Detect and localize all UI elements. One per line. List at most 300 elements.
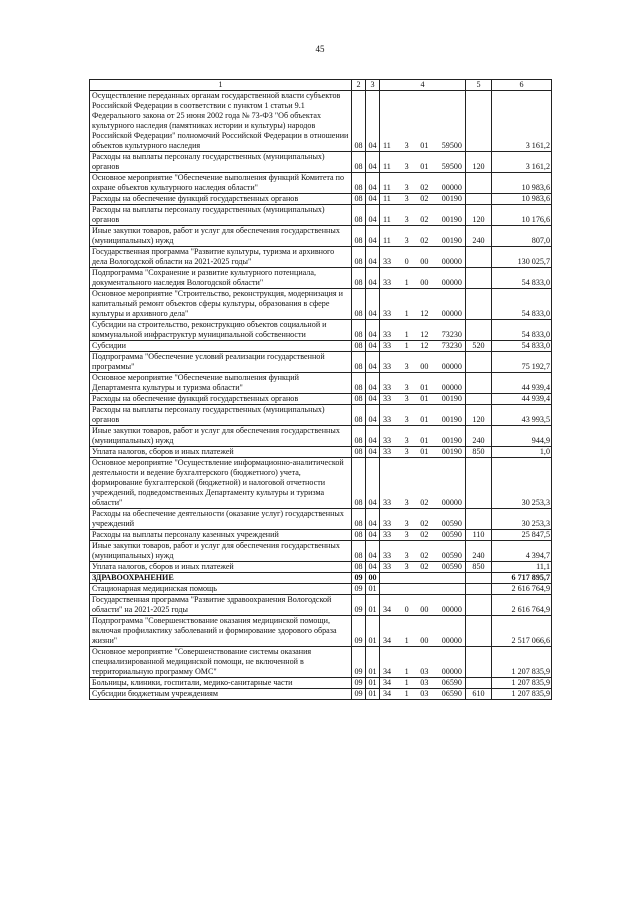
item-name: Расходы на обеспечение функций государственных органов — [90, 394, 352, 405]
expense-type-code: 520 — [466, 341, 492, 352]
section-code: 08 — [352, 341, 366, 352]
code-part: 12 — [420, 309, 429, 318]
item-name: Расходы на обеспечение функций государственных органов — [90, 194, 352, 205]
code-part: 12 — [420, 341, 429, 350]
code-part: 02 — [420, 530, 429, 539]
amount: 130 025,7 — [492, 247, 552, 268]
table-row — [90, 616, 552, 647]
amount: 807,0 — [492, 226, 552, 247]
target-article-code — [380, 647, 466, 678]
code-part: 73230 — [441, 330, 462, 339]
code-part: 00 — [420, 278, 429, 287]
code-part: 33 — [383, 394, 392, 403]
section-code: 08 — [352, 426, 366, 447]
amount: 44 939,4 — [492, 373, 552, 394]
code-part: 33 — [383, 562, 392, 571]
subsection-code: 04 — [366, 226, 380, 247]
amount: 944,9 — [492, 426, 552, 447]
code-part: 3 — [404, 551, 409, 560]
section-code: 08 — [352, 320, 366, 341]
expense-type-code — [466, 573, 492, 584]
section-code: 09 — [352, 678, 366, 689]
code-part: 00000 — [441, 383, 462, 392]
code-part: 00590 — [441, 562, 462, 571]
item-name: Иные закупки товаров, работ и услуг для обеспечения государственных (муниципальных) нужд — [90, 226, 352, 247]
amount: 30 253,3 — [492, 509, 552, 530]
section-code: 08 — [352, 152, 366, 173]
code-part: 00190 — [441, 447, 462, 456]
code-part: 00590 — [441, 551, 462, 560]
table-row — [90, 447, 552, 458]
amount: 11,1 — [492, 562, 552, 573]
code-part: 03 — [420, 667, 429, 676]
code-part: 11 — [383, 194, 391, 203]
code-part: 3 — [404, 194, 409, 203]
code-part: 33 — [383, 447, 392, 456]
code-part: 11 — [383, 215, 391, 224]
code-part: 34 — [383, 667, 392, 676]
expense-type-code — [466, 616, 492, 647]
amount: 2 616 764,9 — [492, 584, 552, 595]
target-article-code — [380, 689, 466, 700]
target-article-code — [380, 616, 466, 647]
target-article-code — [380, 678, 466, 689]
section-code: 09 — [352, 689, 366, 700]
amount: 10 176,6 — [492, 205, 552, 226]
code-part: 00000 — [441, 278, 462, 287]
subsection-code: 04 — [366, 373, 380, 394]
table-row — [90, 226, 552, 247]
amount: 54 833,0 — [492, 268, 552, 289]
subsection-code: 04 — [366, 352, 380, 373]
code-part: 01 — [420, 383, 429, 392]
subsection-code: 04 — [366, 405, 380, 426]
section-code: 08 — [352, 173, 366, 194]
table-row — [90, 595, 552, 616]
code-part: 00 — [420, 605, 429, 614]
item-name: Уплата налогов, сборов и иных платежей — [90, 447, 352, 458]
code-part: 01 — [420, 415, 429, 424]
expense-type-code — [466, 394, 492, 405]
code-part: 1 — [404, 309, 409, 318]
table-row — [90, 541, 552, 562]
code-part: 00000 — [441, 636, 462, 645]
header-cell-1: 1 — [90, 80, 352, 91]
amount: 6 717 895,7 — [492, 573, 552, 584]
code-part: 01 — [420, 162, 429, 171]
subsection-code: 04 — [366, 447, 380, 458]
item-name: Уплата налогов, сборов и иных платежей — [90, 562, 352, 573]
code-part: 00590 — [441, 519, 462, 528]
section-code: 08 — [352, 352, 366, 373]
subsection-code: 04 — [366, 320, 380, 341]
code-part: 02 — [420, 194, 429, 203]
item-name: Расходы на выплаты персоналу казенных учреждений — [90, 530, 352, 541]
code-part: 3 — [404, 162, 409, 171]
code-part: 34 — [383, 636, 392, 645]
subsection-code: 01 — [366, 647, 380, 678]
table-row — [90, 530, 552, 541]
code-part: 59500 — [441, 141, 462, 150]
code-part: 3 — [404, 562, 409, 571]
section-code: 08 — [352, 405, 366, 426]
code-part: 00590 — [441, 530, 462, 539]
subsection-code: 04 — [366, 530, 380, 541]
table-row — [90, 562, 552, 573]
item-name: Осуществление переданных органам государственной власти субъектов Российской Федерации в соответствии с пунктом 1 статьи 9.1 Федерального закона от 25 июня 2002 года № 73-ФЗ "Об объектах культурного наследия (памятниках истории и культуры) народов Российской Федерации" полномочий Российской Федерации в отношении объектов культурного наследия — [90, 91, 352, 152]
section-code: 08 — [352, 194, 366, 205]
code-part: 02 — [420, 562, 429, 571]
header-cell-5: 5 — [466, 80, 492, 91]
code-part: 3 — [404, 519, 409, 528]
subsection-code: 04 — [366, 541, 380, 562]
amount: 3 161,2 — [492, 91, 552, 152]
target-article-code — [380, 268, 466, 289]
code-part: 73230 — [441, 341, 462, 350]
code-part: 03 — [420, 678, 429, 687]
item-name: Подпрограмма "Обеспечение условий реализации государственной программы" — [90, 352, 352, 373]
item-name: Основное мероприятие "Совершенствование системы оказания специализированной медицинской помощи, не включенной в территориальную программу ОМС" — [90, 647, 352, 678]
table-row — [90, 247, 552, 268]
subsection-code: 04 — [366, 268, 380, 289]
item-name: Больницы, клиники, госпитали, медико-санитарные части — [90, 678, 352, 689]
section-code: 08 — [352, 226, 366, 247]
amount: 43 993,5 — [492, 405, 552, 426]
subsection-code: 04 — [366, 205, 380, 226]
target-article-code — [380, 320, 466, 341]
item-name: Основное мероприятие "Обеспечение выполнения функций Комитета по охране объектов культурного наследия области" — [90, 173, 352, 194]
amount: 1 207 835,9 — [492, 647, 552, 678]
code-part: 00000 — [441, 183, 462, 192]
table-row — [90, 91, 552, 152]
code-part: 3 — [404, 215, 409, 224]
code-part: 03 — [420, 689, 429, 698]
code-part: 33 — [383, 330, 392, 339]
target-article-code — [380, 173, 466, 194]
code-part: 01 — [420, 447, 429, 456]
code-part: 01 — [420, 436, 429, 445]
subsection-code: 01 — [366, 616, 380, 647]
table-row — [90, 173, 552, 194]
expense-type-code — [466, 194, 492, 205]
code-part: 33 — [383, 362, 392, 371]
target-article-code — [380, 530, 466, 541]
code-part: 12 — [420, 330, 429, 339]
code-part: 3 — [404, 236, 409, 245]
expense-type-code: 110 — [466, 530, 492, 541]
code-part: 00190 — [441, 236, 462, 245]
amount: 25 847,5 — [492, 530, 552, 541]
subsection-code: 01 — [366, 595, 380, 616]
code-part: 34 — [383, 605, 392, 614]
budget-table — [89, 79, 552, 700]
table-row — [90, 341, 552, 352]
code-part: 02 — [420, 519, 429, 528]
section-code: 09 — [352, 616, 366, 647]
header-row — [90, 80, 552, 91]
expense-type-code — [466, 173, 492, 194]
expense-type-code — [466, 373, 492, 394]
code-part: 33 — [383, 309, 392, 318]
target-article-code — [380, 458, 466, 509]
code-part: 00000 — [441, 498, 462, 507]
subsection-code: 01 — [366, 678, 380, 689]
item-name: Основное мероприятие "Обеспечение выполнения функций Департамента культуры и туризма области" — [90, 373, 352, 394]
code-part: 59500 — [441, 162, 462, 171]
expense-type-code: 850 — [466, 562, 492, 573]
code-part: 11 — [383, 236, 391, 245]
table-row — [90, 320, 552, 341]
expense-type-code: 240 — [466, 426, 492, 447]
expense-type-code — [466, 509, 492, 530]
subsection-code: 04 — [366, 247, 380, 268]
code-part: 11 — [383, 162, 391, 171]
expense-type-code — [466, 289, 492, 320]
item-name: Государственная программа "Развитие здравоохранения Вологодской области" на 2021-2025 годы — [90, 595, 352, 616]
target-article-code — [380, 352, 466, 373]
amount: 54 833,0 — [492, 289, 552, 320]
amount: 1,0 — [492, 447, 552, 458]
table-row — [90, 394, 552, 405]
code-part: 1 — [404, 689, 409, 698]
code-part: 02 — [420, 498, 429, 507]
target-article-code — [380, 509, 466, 530]
code-part: 3 — [404, 183, 409, 192]
amount: 2 517 066,6 — [492, 616, 552, 647]
section-code: 08 — [352, 458, 366, 509]
subsection-code: 01 — [366, 689, 380, 700]
code-part: 33 — [383, 436, 392, 445]
item-name: Субсидии на строительство, реконструкцию объектов социальной и коммунальной инфраструктур муниципальной собственности — [90, 320, 352, 341]
target-article-code — [380, 194, 466, 205]
code-part: 01 — [420, 394, 429, 403]
code-part: 33 — [383, 519, 392, 528]
subsection-code: 01 — [366, 584, 380, 595]
header-cell-6: 6 — [492, 80, 552, 91]
subsection-code: 04 — [366, 194, 380, 205]
code-part: 33 — [383, 498, 392, 507]
code-part: 33 — [383, 383, 392, 392]
expense-type-code: 850 — [466, 447, 492, 458]
code-part: 00000 — [441, 257, 462, 266]
code-part: 00190 — [441, 415, 462, 424]
item-name: Основное мероприятие "Строительство, реконструкция, модернизация и капитальный ремонт объектов сферы культуры, образования в сфере культуры и архивного дела" — [90, 289, 352, 320]
subsection-code: 04 — [366, 152, 380, 173]
item-name: Расходы на выплаты персоналу государственных (муниципальных) органов — [90, 205, 352, 226]
expense-type-code — [466, 678, 492, 689]
code-part: 11 — [383, 183, 391, 192]
code-part: 1 — [404, 667, 409, 676]
code-part: 3 — [404, 141, 409, 150]
expense-type-code — [466, 247, 492, 268]
expense-type-code: 240 — [466, 226, 492, 247]
section-code: 08 — [352, 373, 366, 394]
item-name: Подпрограмма "Сохранение и развитие культурного потенциала, документального наследия Вологодской области" — [90, 268, 352, 289]
subsection-code: 04 — [366, 458, 380, 509]
section-code: 08 — [352, 530, 366, 541]
item-name: Расходы на выплаты персоналу государственных (муниципальных) органов — [90, 405, 352, 426]
code-part: 00190 — [441, 194, 462, 203]
target-article-code — [380, 152, 466, 173]
subsection-code: 00 — [366, 573, 380, 584]
code-part: 01 — [420, 141, 429, 150]
item-name: Субсидии — [90, 341, 352, 352]
table-row — [90, 268, 552, 289]
target-article-code — [380, 562, 466, 573]
item-name: Иные закупки товаров, работ и услуг для обеспечения государственных (муниципальных) нужд — [90, 426, 352, 447]
subsection-code: 04 — [366, 341, 380, 352]
amount: 1 207 835,9 — [492, 689, 552, 700]
target-article-code — [380, 573, 466, 584]
code-part: 1 — [404, 330, 409, 339]
item-name: Расходы на обеспечение деятельности (оказание услуг) государственных учреждений — [90, 509, 352, 530]
section-code: 09 — [352, 647, 366, 678]
item-name: Стационарная медицинская помощь — [90, 584, 352, 595]
code-part: 00000 — [441, 667, 462, 676]
header-cell-3: 3 — [366, 80, 380, 91]
code-part: 00000 — [441, 309, 462, 318]
expense-type-code: 120 — [466, 152, 492, 173]
table-row — [90, 573, 552, 584]
code-part: 1 — [404, 636, 409, 645]
code-part: 3 — [404, 447, 409, 456]
table-row — [90, 373, 552, 394]
code-part: 3 — [404, 383, 409, 392]
code-part: 00000 — [441, 605, 462, 614]
item-name: Расходы на выплаты персоналу государственных (муниципальных) органов — [90, 152, 352, 173]
code-part: 02 — [420, 215, 429, 224]
subsection-code: 04 — [366, 173, 380, 194]
table-row — [90, 509, 552, 530]
expense-type-code: 120 — [466, 405, 492, 426]
amount: 2 616 764,9 — [492, 595, 552, 616]
code-part: 00000 — [441, 362, 462, 371]
subsection-code: 04 — [366, 394, 380, 405]
amount: 54 833,0 — [492, 341, 552, 352]
table-row — [90, 458, 552, 509]
subsection-code: 04 — [366, 426, 380, 447]
amount: 4 394,7 — [492, 541, 552, 562]
expense-type-code — [466, 647, 492, 678]
expense-type-code — [466, 584, 492, 595]
table-body — [90, 91, 552, 700]
target-article-code — [380, 541, 466, 562]
code-part: 33 — [383, 341, 392, 350]
code-part: 00 — [420, 257, 429, 266]
amount: 3 161,2 — [492, 152, 552, 173]
amount: 10 983,6 — [492, 173, 552, 194]
table-row — [90, 426, 552, 447]
amount: 10 983,6 — [492, 194, 552, 205]
target-article-code — [380, 373, 466, 394]
table-row — [90, 289, 552, 320]
expense-type-code — [466, 91, 492, 152]
code-part: 3 — [404, 436, 409, 445]
code-part: 11 — [383, 141, 391, 150]
item-name: Основное мероприятие "Осуществление информационно-аналитической деятельности и ведение бухгалтерского (бюджетного) учета, формирование бухгалтерской (бюджетной) и налоговой отчетности учреждений, подведомственных Департаменту культуры и туризма области" — [90, 458, 352, 509]
code-part: 3 — [404, 498, 409, 507]
code-part: 33 — [383, 278, 392, 287]
expense-type-code — [466, 352, 492, 373]
code-part: 00190 — [441, 436, 462, 445]
expense-type-code: 610 — [466, 689, 492, 700]
expense-type-code: 120 — [466, 205, 492, 226]
amount: 54 833,0 — [492, 320, 552, 341]
code-part: 02 — [420, 183, 429, 192]
expense-type-code — [466, 458, 492, 509]
code-part: 02 — [420, 551, 429, 560]
code-part: 33 — [383, 551, 392, 560]
target-article-code — [380, 91, 466, 152]
section-code: 08 — [352, 91, 366, 152]
target-article-code — [380, 341, 466, 352]
code-part: 06590 — [441, 678, 462, 687]
target-article-code — [380, 447, 466, 458]
subsection-code: 04 — [366, 91, 380, 152]
section-code: 08 — [352, 289, 366, 320]
target-article-code — [380, 205, 466, 226]
section-code: 08 — [352, 394, 366, 405]
subsection-code: 04 — [366, 289, 380, 320]
target-article-code — [380, 226, 466, 247]
section-code: 08 — [352, 247, 366, 268]
table-row — [90, 152, 552, 173]
header-cell-4: 4 — [380, 80, 466, 91]
subsection-code: 04 — [366, 562, 380, 573]
amount: 1 207 835,9 — [492, 678, 552, 689]
table-row — [90, 678, 552, 689]
table-row — [90, 205, 552, 226]
code-part: 02 — [420, 236, 429, 245]
subsection-code: 04 — [366, 509, 380, 530]
section-code: 08 — [352, 562, 366, 573]
code-part: 0 — [404, 605, 409, 614]
table-row — [90, 647, 552, 678]
expense-type-code — [466, 595, 492, 616]
code-part: 3 — [404, 415, 409, 424]
section-code: 08 — [352, 268, 366, 289]
section-code: 08 — [352, 447, 366, 458]
target-article-code — [380, 394, 466, 405]
code-part: 33 — [383, 257, 392, 266]
amount: 75 192,7 — [492, 352, 552, 373]
code-part: 33 — [383, 415, 392, 424]
section-code: 09 — [352, 595, 366, 616]
section-code: 09 — [352, 573, 366, 584]
item-name: Субсидии бюджетным учреждениям — [90, 689, 352, 700]
table-row — [90, 405, 552, 426]
expense-type-code — [466, 320, 492, 341]
target-article-code — [380, 595, 466, 616]
code-part: 34 — [383, 689, 392, 698]
code-part: 1 — [404, 278, 409, 287]
section-code: 08 — [352, 205, 366, 226]
section-code: 08 — [352, 509, 366, 530]
code-part: 3 — [404, 362, 409, 371]
code-part: 00 — [420, 362, 429, 371]
code-part: 1 — [404, 678, 409, 687]
target-article-code — [380, 405, 466, 426]
item-name: Государственная программа "Развитие культуры, туризма и архивного дела Вологодской области на 2021-2025 годы" — [90, 247, 352, 268]
header-cell-2: 2 — [352, 80, 366, 91]
target-article-code — [380, 289, 466, 320]
code-part: 00190 — [441, 394, 462, 403]
page-number: 45 — [315, 44, 325, 54]
table-row — [90, 584, 552, 595]
code-part: 34 — [383, 678, 392, 687]
code-part: 00190 — [441, 215, 462, 224]
amount: 44 939,4 — [492, 394, 552, 405]
